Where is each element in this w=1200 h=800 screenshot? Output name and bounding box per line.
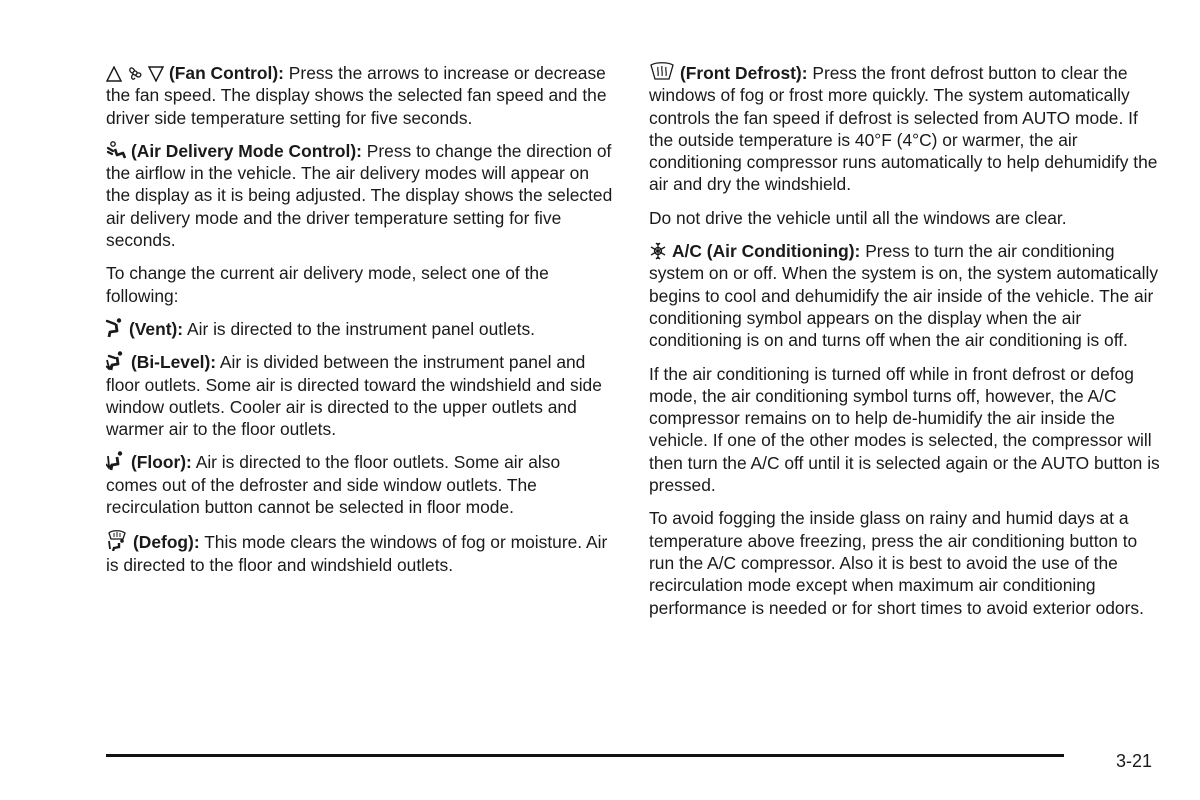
fan-control-paragraph bbox=[106, 62, 614, 129]
defog-text: This mode clears the windows of fog or moisture. Air is directed to the floor and windshield outlets. bbox=[106, 532, 608, 575]
bi-level-icon bbox=[106, 351, 126, 371]
left-column bbox=[106, 62, 614, 587]
bi-level-paragraph bbox=[106, 351, 614, 440]
fan-control-heading: (Fan Control): bbox=[169, 63, 284, 83]
page-number: 3-21 bbox=[1116, 751, 1153, 771]
floor-text: Air is directed to the floor outlets. Some air also comes out of the defroster and side window outlets. The recirculation button cannot be selected in floor mode. bbox=[106, 452, 561, 518]
ac-heading: A/C (Air Conditioning): bbox=[672, 241, 861, 262]
vent-paragraph bbox=[106, 318, 614, 340]
defog-paragraph bbox=[106, 529, 614, 576]
vent-text: Air is directed to the instrument panel outlets. bbox=[186, 318, 535, 339]
front-defrost-heading: (Front Defrost): bbox=[680, 63, 808, 83]
front-defrost-icon bbox=[649, 62, 675, 82]
fan-icon bbox=[125, 64, 145, 82]
right-column bbox=[649, 62, 1164, 630]
air-conditioning-icon bbox=[649, 242, 667, 260]
air-delivery-paragraph bbox=[106, 140, 614, 251]
bi-level-heading: (Bi-Level): bbox=[131, 352, 217, 373]
footer-rule bbox=[106, 754, 1064, 757]
arrow-down-icon bbox=[148, 66, 164, 82]
arrow-up-icon bbox=[106, 66, 122, 82]
windows-clear-paragraph: Do not drive the vehicle until all the windows are clear. bbox=[649, 207, 1067, 228]
floor-paragraph bbox=[106, 451, 614, 518]
floor-icon bbox=[106, 451, 126, 471]
change-mode-paragraph: To change the current air delivery mode, select one of the following: bbox=[106, 263, 549, 306]
vent-icon bbox=[106, 318, 124, 338]
front-defrost-paragraph bbox=[649, 62, 1164, 196]
fan-control-text: Press the arrows to increase or decrease the fan speed. The display shows the selected fan speed and the driver side temperature setting for five seconds. bbox=[106, 63, 607, 128]
air-delivery-text: Press to change the direction of the airflow in the vehicle. The air delivery modes will appear on the display as it is being adjusted. The display shows the selected air delivery mode and the driver temperature setting for five seconds. bbox=[106, 140, 613, 251]
ac-paragraph bbox=[649, 240, 1164, 351]
ac-off-paragraph: If the air conditioning is turned off while in front defrost or defog mode, the air conditioning symbol turns off, however, the A/C compressor remains on to help de-humidify the air inside the vehicle. If one of the other modes is selected, the compressor will then turn the A/C off until it is selected again or the AUTO button is pressed. bbox=[649, 363, 1160, 496]
air-delivery-heading: (Air Delivery Mode Control): bbox=[131, 140, 362, 161]
front-defrost-text: Press the front defrost button to clear the windows of fog or frost more quickly. The system automatically controls the fan speed if defrost is selected from AUTO mode. If the outside temperature is 40°F (4°C) or warmer, the air conditioning compressor runs automatically to help dehumidify the air and dry the windshield. bbox=[649, 63, 1158, 195]
floor-heading: (Floor): bbox=[131, 452, 192, 473]
bi-level-text: Air is divided between the instrument panel and floor outlets. Some air is directed toward the windshield and side window outlets. Cooler air is directed to the upper outlets and warmer air to the floor outlets. bbox=[106, 352, 602, 440]
avoid-fogging-paragraph: To avoid fogging the inside glass on rainy and humid days at a temperature above freezing, press the air conditioning button to run the A/C compressor. Also it is best to avoid the use of the recirculation mode except when maximum air conditioning performance is needed or for short times to avoid exterior odors. bbox=[649, 508, 1144, 618]
defog-heading: (Defog): bbox=[133, 532, 200, 553]
defog-icon bbox=[106, 529, 128, 551]
vent-heading: (Vent): bbox=[129, 318, 184, 339]
ac-text: Press to turn the air conditioning system on or off. When the system is on, the system automatically begins to cool and dehumidify the air inside of the vehicle. The air conditioning symbol appears on the display when the air conditioning is on and turns off when the air conditioning is off. bbox=[649, 241, 1159, 351]
air-delivery-mode-icon bbox=[106, 141, 126, 160]
